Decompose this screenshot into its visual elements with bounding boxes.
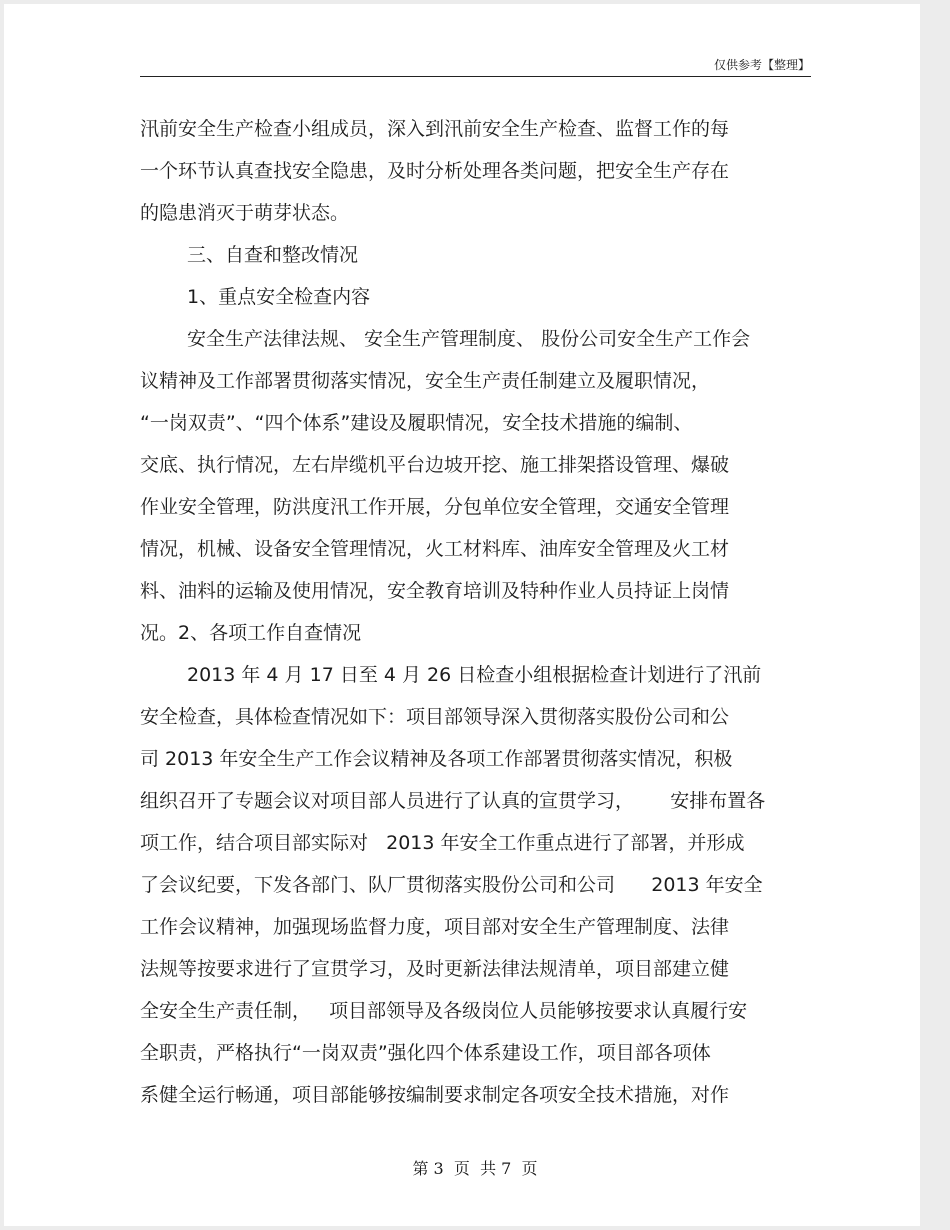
text-line: 况。2、各项工作自查情况 — [140, 622, 362, 644]
text-line: 组织召开了专题会议对项目部人员进行了认真的宣贯学习， 安排布置各 — [140, 790, 766, 812]
text-line: 系健全运行畅通，项目部能够按编制要求制定各项安全技术措施，对作 — [140, 1084, 730, 1106]
text-line: 汛前安全生产检查小组成员，深入到汛前安全生产检查、监督工作的每 — [140, 118, 730, 140]
text-line: 2013 年 4 月 17 日至 4 月 26 日检查小组根据检查计划进行了汛前 — [187, 664, 762, 686]
subsection-heading: 1、重点安全检查内容 — [187, 286, 371, 308]
text-line: “一岗双责”、“四个体系”建设及履职情况，安全技术措施的编制、 — [140, 412, 693, 434]
text-line: 料、油料的运输及使用情况，安全教育培训及特种作业人员持证上岗情 — [140, 580, 730, 602]
text-line: 安全生产法律法规、 安全生产管理制度、 股份公司安全生产工作会 — [187, 328, 751, 350]
text-line: 全安全生产责任制， 项目部领导及各级岗位人员能够按要求认真履行安 — [140, 1000, 748, 1022]
text-line: 的隐患消灭于萌芽状态。 — [140, 202, 350, 224]
page-header: 仅供参考【整理】 — [713, 58, 810, 72]
header-rule — [140, 76, 811, 77]
text-line: 司 2013 年安全生产工作会议精神及各项工作部署贯彻落实情况，积极 — [140, 748, 733, 770]
text-line: 全职责，严格执行“一岗双责”强化四个体系建设工作，项目部各项体 — [140, 1042, 711, 1064]
text-line: 法规等按要求进行了宣贯学习，及时更新法律法规清单，项目部建立健 — [140, 958, 730, 980]
text-line: 议精神及工作部署贯彻落实情况，安全生产责任制建立及履职情况， — [140, 370, 711, 392]
text-line: 一个环节认真查找安全隐患，及时分析处理各类问题，把安全生产存在 — [140, 160, 730, 182]
text-line: 了会议纪要，下发各部门、队厂贯彻落实股份公司和公司 2013 年安全 — [140, 874, 763, 896]
text-line: 工作会议精神，加强现场监督力度，项目部对安全生产管理制度、法律 — [140, 916, 730, 938]
text-line: 安全检查，具体检查情况如下：项目部领导深入贯彻落实股份公司和公 — [140, 706, 730, 728]
page-number-footer: 第 3 页 共 7 页 — [412, 1159, 538, 1178]
text-line: 情况，机械、设备安全管理情况，火工材料库、油库安全管理及火工材 — [140, 538, 730, 560]
text-line: 作业安全管理，防洪度汛工作开展，分包单位安全管理，交通安全管理 — [140, 496, 730, 518]
section-heading: 三、自查和整改情况 — [187, 244, 359, 266]
text-line: 项工作，结合项目部实际对 2013 年安全工作重点进行了部署，并形成 — [140, 832, 745, 854]
text-line: 交底、执行情况，左右岸缆机平台边坡开挖、施工排架搭设管理、爆破 — [140, 454, 730, 476]
